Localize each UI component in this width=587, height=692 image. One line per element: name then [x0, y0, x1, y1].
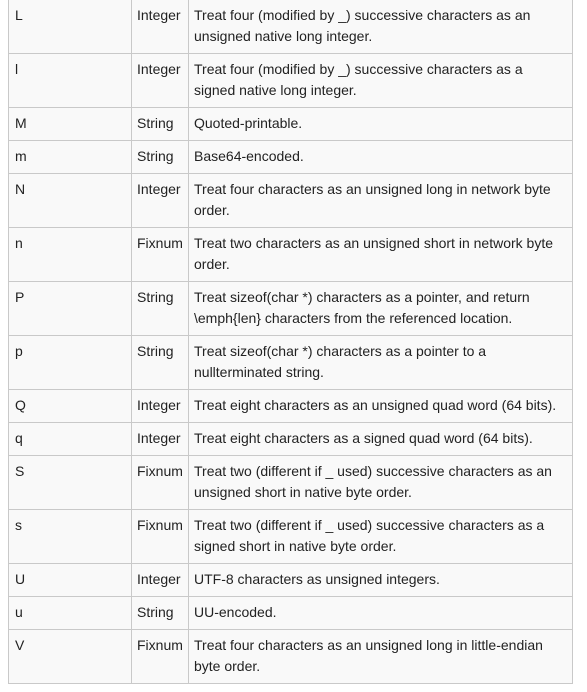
directive-cell: S: [9, 456, 132, 510]
description-cell: Treat two (different if _ used) successive characters as a signed short in native byte order.: [189, 510, 573, 564]
description-cell: UU-encoded.: [189, 597, 573, 630]
description-cell: Base64-encoded.: [189, 141, 573, 174]
directive-cell: M: [9, 108, 132, 141]
description-cell: Treat four (modified by _) successive characters as an unsigned native long integer.: [189, 0, 573, 54]
table-row: [9, 174, 572, 228]
directives-table-frame: [8, 0, 573, 684]
type-cell: Integer: [132, 390, 189, 423]
directive-cell: m: [9, 141, 132, 174]
type-cell: Fixnum: [132, 510, 189, 564]
type-cell: Integer: [132, 564, 189, 597]
table-row: [9, 108, 572, 141]
table-row: [9, 336, 572, 390]
description-cell: Treat sizeof(char *) characters as a pointer, and return \emph{len} characters from the referenced location.: [189, 282, 573, 336]
type-cell: String: [132, 597, 189, 630]
table-row: [9, 510, 572, 564]
table-row: [9, 597, 572, 630]
table-row: [9, 141, 572, 174]
type-cell: Fixnum: [132, 228, 189, 282]
type-cell: Integer: [132, 423, 189, 456]
description-cell: Treat two characters as an unsigned short in network byte order.: [189, 228, 573, 282]
directive-cell: Q: [9, 390, 132, 423]
table-row: [9, 54, 572, 108]
description-cell: Treat four characters as an unsigned long in little-endian byte order.: [189, 630, 573, 684]
description-cell: Treat two (different if _ used) successive characters as an unsigned short in native byte order.: [189, 456, 573, 510]
table-row: [9, 456, 572, 510]
type-cell: Integer: [132, 174, 189, 228]
table-row: [9, 0, 572, 54]
directive-cell: U: [9, 564, 132, 597]
description-cell: Treat sizeof(char *) characters as a pointer to a nullterminated string.: [189, 336, 573, 390]
table-row: [9, 423, 572, 456]
description-cell: Quoted-printable.: [189, 108, 573, 141]
description-cell: Treat four characters as an unsigned long in network byte order.: [189, 174, 573, 228]
directive-cell: V: [9, 630, 132, 684]
description-cell: Treat four (modified by _) successive characters as a signed native long integer.: [189, 54, 573, 108]
type-cell: String: [132, 141, 189, 174]
table-row: [9, 390, 572, 423]
type-cell: Integer: [132, 54, 189, 108]
table-row: [9, 630, 572, 684]
type-cell: Fixnum: [132, 456, 189, 510]
description-cell: Treat eight characters as an unsigned quad word (64 bits).: [189, 390, 573, 423]
directive-cell: l: [9, 54, 132, 108]
type-cell: Integer: [132, 0, 189, 54]
type-cell: String: [132, 282, 189, 336]
table-row: [9, 564, 572, 597]
directive-cell: u: [9, 597, 132, 630]
table-row: [9, 228, 572, 282]
table-row: [9, 282, 572, 336]
description-cell: Treat eight characters as a signed quad word (64 bits).: [189, 423, 573, 456]
type-cell: String: [132, 336, 189, 390]
directive-cell: N: [9, 174, 132, 228]
directive-cell: s: [9, 510, 132, 564]
description-cell: UTF-8 characters as unsigned integers.: [189, 564, 573, 597]
directive-cell: p: [9, 336, 132, 390]
directive-cell: n: [9, 228, 132, 282]
directives-table: [9, 0, 572, 684]
directive-cell: q: [9, 423, 132, 456]
type-cell: Fixnum: [132, 630, 189, 684]
type-cell: String: [132, 108, 189, 141]
directive-cell: L: [9, 0, 132, 54]
directive-cell: P: [9, 282, 132, 336]
